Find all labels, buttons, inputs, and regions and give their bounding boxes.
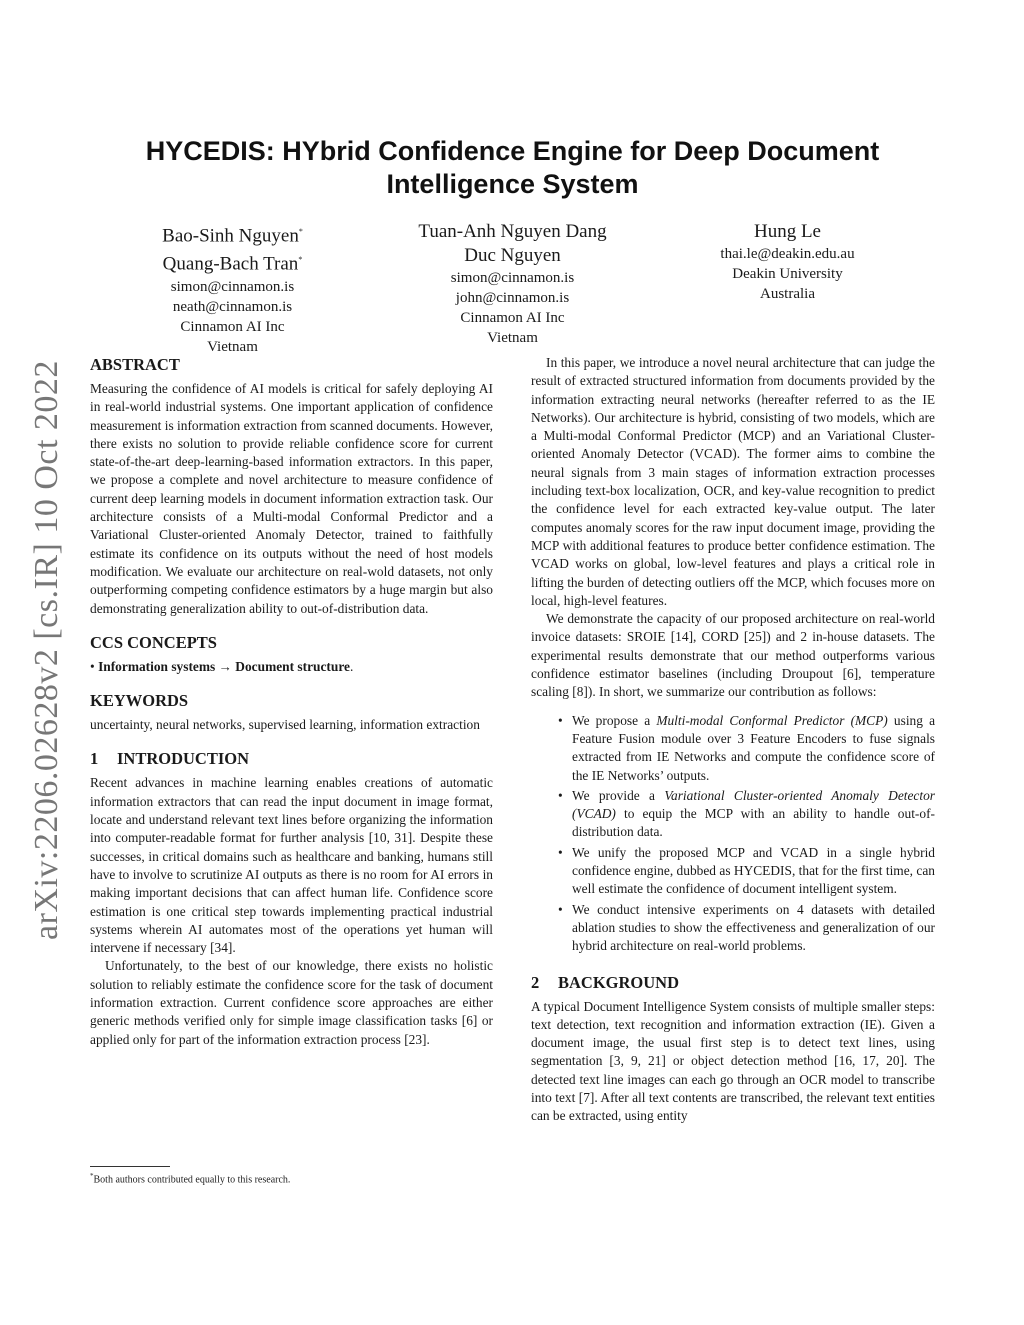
author-email: simon@cinnamon.is <box>450 270 575 286</box>
left-column <box>90 354 493 1049</box>
author-block-3 <box>700 220 875 304</box>
ccs-period: . <box>349 658 354 674</box>
equal-contribution-mark: * <box>298 227 303 236</box>
ccs-bullet: • <box>90 658 95 674</box>
footnote-divider <box>90 1166 170 1167</box>
paper-title-line-2: Intelligence System <box>386 169 639 199</box>
background-heading <box>531 972 935 994</box>
author-country: Vietnam <box>207 338 258 355</box>
list-item: • We propose a Multi-modal Conformal Predictor (MCP) using a Feature Fusion module over 3 Feature Encoders to fuse signals extracted from IE Networks and compute the confidence score of the IE Networks’ outputs. <box>558 712 936 783</box>
ccs-heading: CCS CONCEPTS <box>90 632 217 652</box>
author-name: Tuan-Anh Nguyen Dang <box>418 221 607 242</box>
author-affiliation: Deakin University <box>732 266 843 282</box>
arxiv-identifier-stamp: arXiv:2206.02628v2 [cs.IR] 10 Oct 2022 <box>28 360 65 940</box>
author-block-1 <box>150 220 315 357</box>
author-email: simon@cinnamon.is <box>170 278 295 295</box>
section-title: INTRODUCTION <box>117 749 250 769</box>
author-email: thai.le@deakin.edu.au <box>720 246 855 262</box>
abstract-heading: ABSTRACT <box>90 355 180 374</box>
author-affiliation: Cinnamon AI Inc <box>180 318 285 335</box>
author-email: neath@cinnamon.is <box>172 298 293 315</box>
abstract-text: Measuring the confidence of AI models is critical for safely deploying AI in real-world industrial systems. One important application of confidence measurement is information extraction from scanned documents. However, there exists no solution to provide reliable confidence score for current state-of-the-art deep-learning-based information extractors. In this paper, we propose a complete and novel architecture to measure confidence of current deep learning models in document information extraction task. Our architecture consists of a Multi-modal Conformal Predictor and a Variational Cluster-oriented Anomaly Detector, trained to faithfully estimate its confidence on its outputs without the need of host models modification. We evaluate our architecture on real-wold datasets, not only outperforming competing confidence estimators by a huge margin but also demonstrating generalization ability to out-of-distribution data. <box>90 381 493 616</box>
keywords-text: uncertainty, neural networks, supervised learning, information extraction <box>90 717 480 733</box>
section-title: BACKGROUND <box>558 972 680 992</box>
list-item: • We conduct intensive experiments on 4 datasets with detailed ablation studies to show the effectiveness and generalization of our hybrid architecture on real-world problems. <box>558 901 935 954</box>
contribution-list <box>531 712 935 956</box>
author-name: Quang-Bach Tran <box>162 253 299 275</box>
ccs-concepts <box>90 658 493 676</box>
ccs-concept-text: Information systems → Document structure <box>98 658 350 674</box>
bullet-mark: • <box>558 787 563 803</box>
footnote <box>90 1172 290 1185</box>
bullet-mark: • <box>558 712 563 728</box>
author-name: Bao-Sinh Nguyen <box>162 225 299 247</box>
list-item: • We provide a Variational Cluster-oriented Anomaly Detector (VCAD) to equip the MCP with an ability to handle out-of-distribution data. <box>558 787 936 840</box>
paper-title-line-1: HYCEDIS: HYbrid Confidence Engine for Deep Document <box>145 136 880 166</box>
bullet-mark: • <box>558 901 563 917</box>
author-affiliation: Cinnamon AI Inc <box>460 310 565 326</box>
footnote-mark: * <box>90 1172 94 1180</box>
author-block-2 <box>405 220 620 348</box>
author-name: Hung Le <box>753 221 821 242</box>
emphasis-term: Multi-modal Conformal Predictor (MCP) <box>656 712 888 728</box>
paper-title <box>90 135 935 201</box>
right-paragraph-2: We demonstrate the capacity of our proposed architecture on real-world invoice datasets: SROIE [14], CORD [25]) and 2 in-house datasets. The experimental results demonstrate that our method outperforms various confidence estimator baselines (including Droupout [6], temperature scaling [8]). In short, we summarize our contribution as follows: <box>531 611 935 700</box>
author-name: Duc Nguyen <box>464 245 561 266</box>
author-country: Vietnam <box>487 330 538 346</box>
background-paragraph-1: A typical Document Intelligence System consists of multiple smaller steps: text detection, text recognition and information extraction (IE). Given a document image, the usual first step is to detect text lines, using segmentation [3, 9, 21] or object detection method [16, 17, 20]. The detected text line images can each go through an OCR model to transcribe into text [7]. After all text contents are transcribed, the relevant text entities can be extracted, using entity <box>531 998 935 1124</box>
right-paragraph-1: In this paper, we introduce a novel neural architecture that can judge the result of extracted structured information from documents provided by the information extracting neural networks (hereafter referred to as the IE Networks). Our architecture is hybrid, consisting of two models, which are a Multi-modal Conformal Predictor (MCP) and an Variational Cluster-oriented Anomaly Detector (VCAD). The former aims to combine the neural signals from 3 main stages of information extraction processes including text-box localization, OCR, and key-value recognition to predict the confidence level for each extracted key-value output. The later computes anomaly scores for the raw input document image, providing the MCP with additional features to produce better confidence estimation. The VCAD works on global, low-level features and plays a critical role in lifting the burden of detecting outliers off the MCP, which focuses more on local, high-level features. <box>531 355 935 608</box>
list-item: • We unify the proposed MCP and VCAD in a single hybrid confidence engine, dubbed as HYCEDIS, that for the first time, can well estimate the confidence of document intelligent system. <box>558 844 935 897</box>
author-country: Australia <box>760 286 815 302</box>
bullet-mark: • <box>558 844 563 860</box>
footnote-text: Both authors contributed equally to this research. <box>93 1174 291 1186</box>
introduction-paragraph-2: Unfortunately, to the best of our knowledge, there exists no holistic solution to reliably estimate the confidence score for the task of document information extraction. Current confidence score approaches are either generic methods verified only for simple image classification tasks [6] or applied only for part of the information extraction process [23]. <box>90 958 493 1047</box>
section-number: 2 <box>531 972 540 992</box>
equal-contribution-mark: * <box>298 255 303 265</box>
emphasis-term: Variational Cluster-oriented Anomaly Detector (VCAD) <box>572 787 936 822</box>
introduction-paragraph-1: Recent advances in machine learning enables creations of automatic information extractors that can read the input document in image format, locate and understand relevant text lines before organizing the information into computer-readable format for further analysis [10, 31]. Despite these successes, in critical domains such as healthcare and banking, humans still have to involve to scrutinize AI outputs as there is no room for AI errors in making important decisions that can affect human life. Confidence score estimation is one critical step towards implementing practical industrial systems wherein AI automates most of the operations yet human will intervene if necessary [34]. <box>90 775 493 956</box>
right-column <box>531 354 935 1126</box>
introduction-heading <box>90 748 493 770</box>
keywords-heading: KEYWORDS <box>90 691 189 711</box>
section-number: 1 <box>90 749 99 769</box>
author-email: john@cinnamon.is <box>455 290 570 306</box>
